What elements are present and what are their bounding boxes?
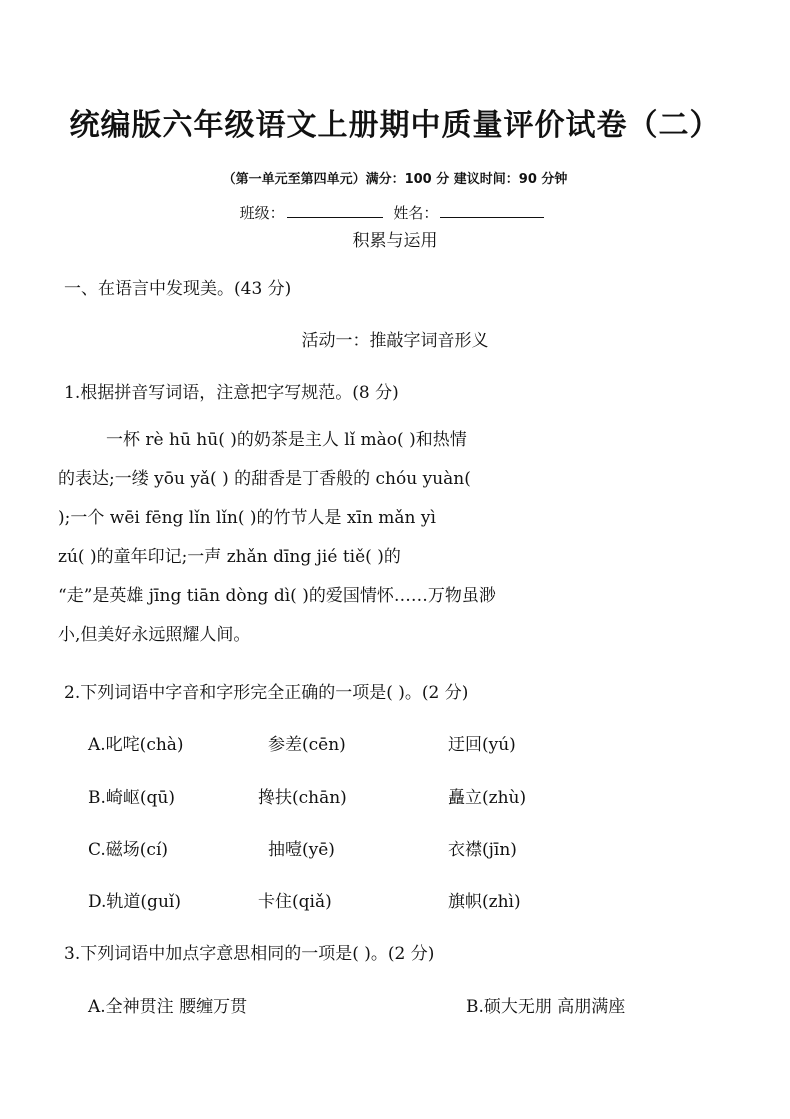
q3-option-a: A.全神贯注 腰缠万贯: [88, 997, 248, 1017]
part1-heading: 一、在语言中发现美。(43 分): [64, 279, 292, 299]
activity1-heading: 活动一：推敲字词音形义: [301, 331, 489, 351]
q1-prompt: 1.根据拼音写词语，注意把字写规范。(8 分): [64, 383, 399, 403]
q2-option-d-word2: 卡住(qiǎ): [258, 892, 332, 912]
q2-option-c-word2: 抽噎(yē): [268, 840, 335, 860]
q2-option-b-word1: B.崎岖(qū): [88, 788, 175, 808]
class-label: 班级：: [239, 204, 285, 222]
q2-option-a-word2: 参差(cēn): [268, 735, 346, 755]
q2-option-a-word3: 迂回(yú): [448, 735, 516, 755]
q2-option-d-word1: D.轨道(guǐ): [88, 892, 181, 912]
q2-option-c-word3: 衣襟(jīn): [448, 840, 517, 860]
q2-option-b-word3: 矗立(zhù): [448, 788, 527, 808]
section-title: 积累与运用: [352, 231, 438, 251]
q1-line: zú( )的童年印记;一声 zhǎn dīng jié tiě( )的: [58, 547, 401, 567]
q2-prompt: 2.下列词语中字音和字形完全正确的一项是( )。(2 分): [64, 683, 469, 703]
q2-option-a-word1: A.叱咤(chà): [88, 735, 184, 755]
q1-line: );一个 wēi fēng lǐn lǐn( )的竹节人是 xīn mǎn yì: [58, 508, 436, 528]
q2-option-b-word2: 搀扶(chān): [258, 788, 347, 808]
student-info-line: [0, 202, 790, 223]
name-blank[interactable]: [440, 203, 544, 218]
q2-option-c-word1: C.磁场(cí): [88, 840, 169, 860]
q1-paragraph: [58, 421, 738, 655]
class-blank[interactable]: [287, 203, 383, 218]
exam-subtitle: （第一单元至第四单元）满分：100 分 建议时间：90 分钟: [222, 172, 568, 187]
name-label: 姓名：: [393, 204, 439, 222]
q1-line: 一杯 rè hū hū( )的奶茶是主人 lǐ mào( )和热情: [106, 430, 467, 450]
q3-option-b: B.硕大无朋 高朋满座: [466, 997, 626, 1017]
q1-line: “走”是英雄 jīng tiān dòng dì( )的爱国情怀……万物虽渺: [58, 586, 496, 606]
q3-prompt: 3.下列词语中加点字意思相同的一项是( )。(2 分): [64, 944, 435, 964]
q1-line: 小,但美好永远照耀人间。: [58, 625, 251, 645]
q2-option-d-word3: 旗帜(zhì): [448, 892, 521, 912]
exam-title: 统编版六年级语文上册期中质量评价试卷（二）: [69, 108, 721, 143]
q1-line: 的表达;一缕 yōu yǎ( ) 的甜香是丁香般的 chóu yuàn(: [58, 469, 471, 489]
